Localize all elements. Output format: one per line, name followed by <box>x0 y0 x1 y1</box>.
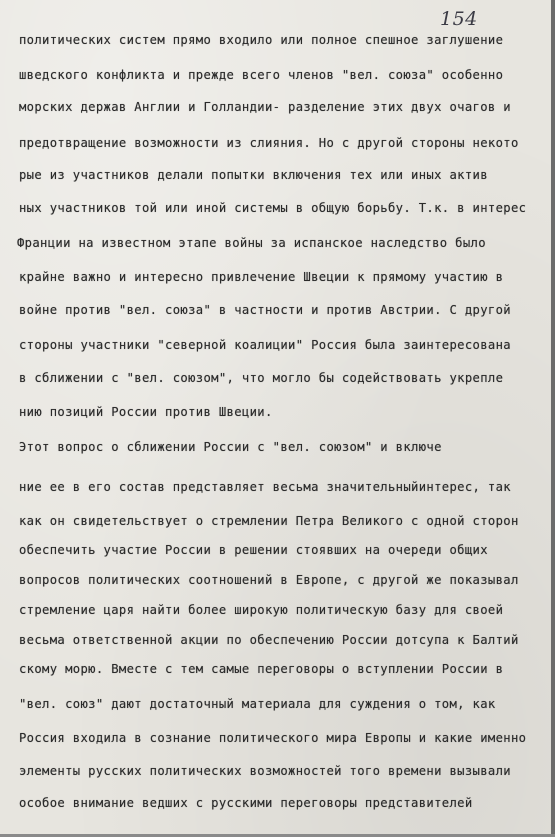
text-line: предотвращение возможности из слияния. Но с другой стороны некото <box>19 136 519 150</box>
text-line: войне против "вел. союза" в частности и против Австрии. С другой <box>19 303 511 317</box>
text-line: элементы русских политических возможностей того времени вызывали <box>19 764 511 778</box>
text-line: морских держав Англии и Голландии- разделение этих двух очагов и <box>19 100 511 114</box>
text-line: политических систем прямо входило или полное спешное заглушение <box>19 33 504 47</box>
text-line: обеспечить участие России в решении стоявших на очереди общих <box>19 543 488 557</box>
text-line: весьма ответственной акции по обеспечению России дотсупа к Балтий <box>19 633 519 647</box>
text-line: скому морю. Вместе с тем самые переговоры о вступлении России в <box>19 662 504 676</box>
text-line: "вел. союз" дают достаточный материала для суждения о том, как <box>19 697 496 711</box>
text-line: Россия входила в сознание политического мира Европы и какие именно <box>19 731 527 745</box>
text-line: стремление царя найти более широкую политическую базу для своей <box>19 603 504 617</box>
text-line: рые из участников делали попытки включения тех или иных актив <box>19 168 488 182</box>
text-line: Этот вопрос о сближении России с "вел. союзом" и включе <box>19 440 442 454</box>
text-line: стороны участники "северной коалиции" Россия была заинтересована <box>19 338 511 352</box>
text-line: ных участников той или иной системы в общую борьбу. Т.к. в интерес <box>19 201 527 215</box>
text-line: вопросов политических соотношений в Европе, с другой же показывал <box>19 573 519 587</box>
text-line: нию позиций России против Швеции. <box>19 405 273 419</box>
text-line: Франции на известном этапе войны за испанское наследство было <box>17 236 486 250</box>
text-line: особое внимание ведших с русскими переговоры представителей <box>19 796 473 810</box>
scan-edge-right <box>551 0 555 837</box>
text-line: как он свидетельствует о стремлении Петра Великого с одной сторон <box>19 514 519 528</box>
text-line: шведского конфликта и прежде всего членов "вел. союза" особенно <box>19 68 504 82</box>
text-line: ние ее в его состав представляет весьма значительныйинтерес, так <box>19 480 511 494</box>
text-line: в сближении с "вел. союзом", что могло бы содействовать укрепле <box>19 371 504 385</box>
page-number: 154 <box>440 8 478 30</box>
text-line: крайне важно и интересно привлечение Швеции к прямому участию в <box>19 270 504 284</box>
